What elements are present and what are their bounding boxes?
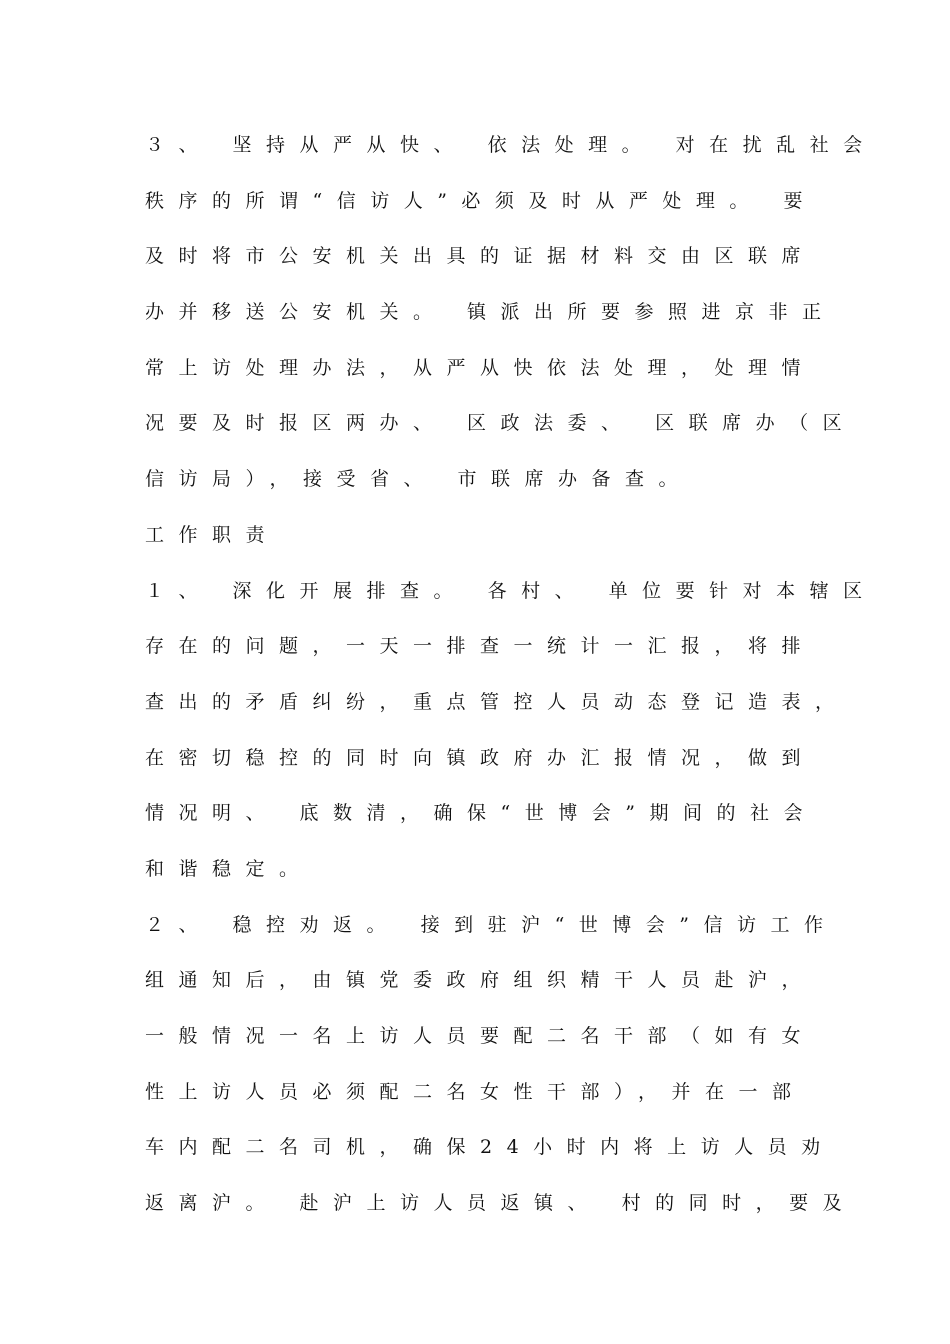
text-line: 信访局），接受省、 市联席办备查。: [145, 468, 693, 491]
text-line: １、 深化开展排查。 各村、 单位要针对本辖区: [145, 579, 877, 602]
section-heading: 工作职责: [145, 523, 280, 546]
text-line: 返离沪。 赴沪上访人员返镇、 村的同时，要及: [145, 1192, 857, 1215]
text-line: 查出的矛盾纠纷，重点管控人员动态登记造表，: [145, 690, 849, 713]
text-line: 存在的问题，一天一排查一统计一汇报，将排: [145, 635, 816, 658]
text-line: 组通知后，由镇党委政府组织精干人员赴沪，: [145, 969, 816, 992]
text-line: 况要及时报区两办、 区政法委、 区联席办（区: [145, 412, 857, 435]
text-line: 性上访人员必须配二名女性干部），并在一部: [145, 1080, 806, 1103]
text-line: 办并移送公安机关。 镇派出所要参照进京非正: [145, 301, 836, 324]
document-body: [145, 127, 877, 1241]
text-line: 和谐稳定。: [145, 857, 313, 880]
text-line: ２、 稳控劝返。 接到驻沪“世博会”信访工作: [145, 913, 838, 936]
text-line: 在密切稳控的同时向镇政府办汇报情况，做到: [145, 746, 816, 769]
text-line: 情况明、 底数清，确保“世博会”期间的社会: [145, 802, 817, 825]
text-line: 秩序的所谓“信访人”必须及时从严处理。 要: [145, 189, 817, 212]
text-line: 常上访处理办法，从严从快依法处理，处理情: [145, 356, 816, 379]
text-line: 及时将市公安机关出具的证据材料交由区联席: [145, 245, 816, 268]
text-line: 车内配二名司机，确保24小时内将上访人员劝: [145, 1136, 835, 1159]
text-line: ３、 坚持从严从快、 依法处理。 对在扰乱社会: [145, 134, 877, 156]
text-line: 一般情况一名上访人员要配二名干部（如有女: [145, 1025, 816, 1047]
